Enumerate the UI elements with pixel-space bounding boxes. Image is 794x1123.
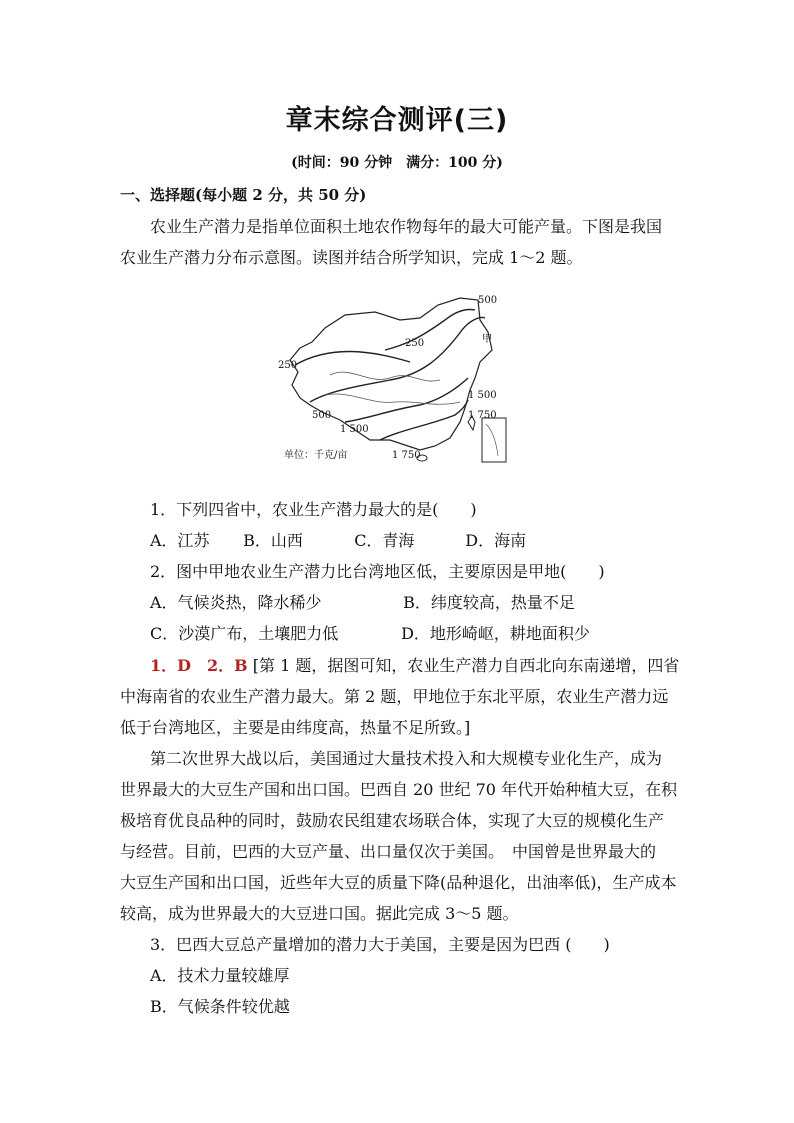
page-subtitle: (时间：90 分钟 满分：100 分) — [291, 155, 503, 171]
q1-option-b: B．山西 — [243, 531, 303, 550]
river-huanghe — [330, 372, 440, 381]
page-title: 章末综合测评(三) — [285, 105, 509, 136]
china-outline — [290, 298, 492, 450]
map-svg — [270, 290, 510, 466]
map-label-250-west: 250 — [278, 360, 298, 371]
q1-option-c: C．青海 — [354, 531, 415, 550]
map-label-1500-south: 1 500 — [340, 424, 369, 435]
answer-key-1-2: 1．D 2．B — [150, 656, 248, 675]
answer-1-2-line1 — [150, 650, 680, 681]
south-sea-inset — [482, 418, 506, 462]
intro-paragraph-2-line2: 世界最大的大豆生产国和出口国。巴西自 20 世纪 70 年代开始种植大豆，在积 — [120, 780, 678, 799]
intro-paragraph-2-line3: 极培育优良品种的同时，鼓励农民组建农场联合体，实现了大豆的规模化生产 — [120, 811, 665, 830]
map-label-jia: 甲 — [482, 334, 492, 345]
isoline-250-west — [295, 351, 410, 365]
china-potential-map — [270, 290, 510, 466]
isoline-500 — [310, 318, 485, 403]
question-3-stem: 3．巴西大豆总产量增加的潜力大于美国，主要是因为巴西 ( ) — [150, 935, 610, 954]
map-label-1500-east: 1 500 — [468, 390, 497, 401]
intro-paragraph-2-line4: 与经营。目前，巴西的大豆产量、出口量仅次于美国。 中国曾是世界最大的 — [120, 842, 657, 861]
answer-1-2-line3: 低于台湾地区，主要是由纬度高，热量不足所致。] — [120, 718, 471, 737]
q2-option-a: A．气候炎热，降水稀少 — [150, 593, 322, 612]
section-heading: 一、选择题(每小题 2 分，共 50 分) — [120, 186, 367, 204]
q2-option-c: C．沙漠广布，土壤肥力低 — [150, 624, 339, 643]
q3-option-b: B．气候条件较优越 — [150, 997, 290, 1016]
question-2-options-row2 — [150, 618, 680, 649]
map-label-250-north: 250 — [405, 338, 425, 349]
question-1-stem: 1．下列四省中，农业生产潜力最大的是( ) — [150, 500, 477, 519]
q1-option-a: A．江苏 — [150, 531, 210, 550]
question-1-options — [150, 525, 680, 556]
map-unit-label: 单位：千克/亩 — [284, 450, 348, 461]
intro-paragraph-2-line1: 第二次世界大战以后，美国通过大量技术投入和大规模专业化生产，成为 — [150, 749, 663, 768]
map-label-1750-south: 1 750 — [392, 450, 421, 461]
map-label-1750-east: 1 750 — [468, 410, 497, 421]
answer-1-2-line2: 中海南省的农业生产潜力最大。第 2 题，甲地位于东北平原，农业生产潜力远 — [120, 687, 669, 706]
q1-option-d: D．海南 — [465, 531, 527, 550]
map-label-500-south: 500 — [312, 410, 332, 421]
river-changjiang — [325, 394, 460, 404]
q2-option-d: D．地形崎岖，耕地面积少 — [401, 624, 590, 643]
q2-option-b: B．纬度较高，热量不足 — [403, 593, 575, 612]
q3-option-a: A．技术力量较雄厚 — [150, 966, 290, 985]
question-2-options-row1 — [150, 587, 680, 618]
intro-paragraph-1a: 农业生产潜力是指单位面积土地农作物每年的最大可能产量。下图是我国 — [150, 217, 663, 236]
answer-explanation-a: [第 1 题，据图可知，农业生产潜力自西北向东南递增，四省 — [252, 656, 680, 675]
map-label-500-ne: 500 — [478, 295, 498, 306]
intro-paragraph-2-line5: 大豆生产国和出口国，近些年大豆的质量下降(品种退化，出油率低)，生产成本 — [120, 873, 677, 892]
intro-paragraph-2-line6: 较高，成为世界最大的大豆进口国。据此完成 3～5 题。 — [120, 904, 519, 923]
isoline-1750 — [380, 400, 468, 440]
question-2-stem: 2．图中甲地农业生产潜力比台湾地区低，主要原因是甲地( ) — [150, 562, 605, 581]
intro-paragraph-1b: 农业生产潜力分布示意图。读图并结合所学知识，完成 1～2 题。 — [120, 248, 583, 267]
